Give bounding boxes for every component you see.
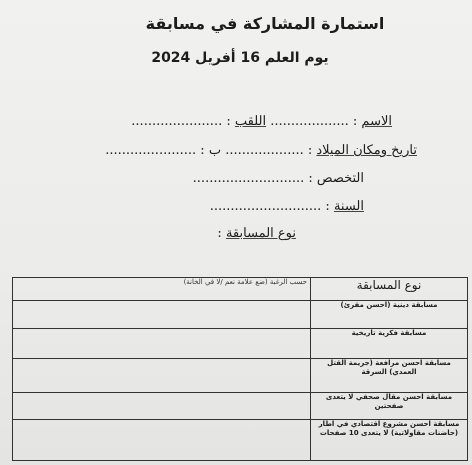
birth-row <box>105 143 417 158</box>
preference-cell[interactable] <box>13 359 311 393</box>
surname-colon: : <box>226 114 231 129</box>
event-date: يوم العلم 16 أفريل 2024 <box>151 50 329 66</box>
competition-economic-project: مسابقة احسن مشروع اقتصادي في اطار (حاضنات مقاولاتية) لا يتعدى 10 صفحات <box>311 420 468 461</box>
table-row <box>13 301 468 329</box>
table-row <box>13 329 468 359</box>
preference-cell[interactable] <box>13 420 311 461</box>
table-header-preference: حسب الرغبة (ضع علامة نعم /لا في الخانة) <box>13 278 311 301</box>
surname-field[interactable]: ...................... <box>131 114 223 129</box>
preference-cell[interactable] <box>13 301 311 329</box>
specialty-colon: : <box>304 171 313 186</box>
specialty-row <box>193 171 364 186</box>
year-field[interactable]: ........................... <box>209 199 322 214</box>
specialty-label: التخصص <box>316 171 364 186</box>
birth-label: تاريخ ومكان الميلاد <box>316 143 417 158</box>
birth-place-colon: : <box>200 143 205 158</box>
birth-date-field[interactable]: ................... <box>225 143 304 158</box>
birth-colon: : <box>303 143 313 158</box>
year-label: السنة <box>333 199 364 214</box>
name-label: الاسم <box>361 114 392 129</box>
table-row <box>13 420 468 461</box>
competition-type-label: نوع المسابقة <box>225 226 296 241</box>
preference-cell[interactable] <box>13 329 311 359</box>
birth-place-field[interactable]: ...................... <box>105 143 197 158</box>
surname-label: اللقب <box>234 114 267 129</box>
competition-pleading: مسابقة احسن مرافعة (جريمة القتل العمدي) السرقة <box>311 359 468 393</box>
birth-place-prefix: ب <box>208 143 222 158</box>
competition-religious: مسابقة دينية (احسن مقرئ) <box>311 301 468 329</box>
year-colon: : <box>321 199 330 214</box>
table-header-row <box>13 278 468 301</box>
table-row <box>13 393 468 420</box>
competition-historical: مسابقة فكرية تاريخية <box>311 329 468 359</box>
competition-colon: : <box>217 226 222 241</box>
name-field[interactable]: ................... <box>270 114 349 129</box>
competition-table <box>12 277 468 461</box>
competition-type-row <box>217 226 296 241</box>
form-title: استمارة المشاركة في مسابقة <box>145 14 385 33</box>
table-row <box>13 359 468 393</box>
name-colon: : <box>348 114 358 129</box>
specialty-field[interactable]: ........................... <box>192 171 305 186</box>
table-header-type: نوع المسابقة <box>311 278 468 301</box>
year-row <box>210 199 364 214</box>
competition-article: مسابقة احسن مقال صحفي لا يتعدى صفحتين <box>311 393 468 420</box>
preference-cell[interactable] <box>13 393 311 420</box>
name-surname-row <box>131 114 392 129</box>
